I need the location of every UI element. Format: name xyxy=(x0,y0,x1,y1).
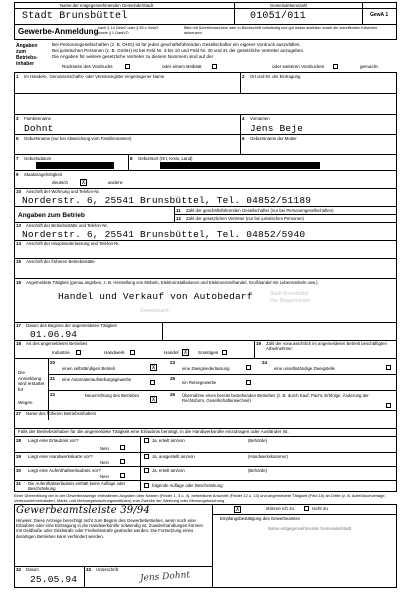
intro-gemacht: gemacht. xyxy=(360,64,379,69)
geburtsort-redacted xyxy=(160,162,320,169)
field-27-label: Name des früheren Betriebsinhabers xyxy=(26,411,97,416)
field-30-nein: Nein xyxy=(100,474,109,479)
zustimmung-checkbox[interactable]: X xyxy=(235,506,240,513)
selbstaendig-checkbox[interactable]: X xyxy=(151,364,156,371)
wohnung-value[interactable]: Norderstr. 6, 25541 Brunsbüttel, Tel. 04852/51189 xyxy=(22,195,312,206)
gemeinde-label: Name der entgegennehmenden Gemeinde/Stadt xyxy=(60,2,153,8)
field-32-label: Datum xyxy=(26,567,39,572)
field-5-label: Geburtsname (nur bei Abweichung vom Familiennamen) xyxy=(24,136,132,141)
field-4-label: Vornamen xyxy=(250,116,270,121)
aufenthalt-nein-checkbox[interactable] xyxy=(120,473,125,478)
intro-beiblatt: oder einem Beiblatt xyxy=(162,64,202,69)
vornamen-value[interactable]: Jens Beje xyxy=(250,123,304,134)
intro-line-2: Bei juristischen Personen (z. B. GmbH) ist bei Feld Nr. 3 bis 10 und Feld Nr. 30 und 31 der gesetzliche Vertreter anzugeben. xyxy=(52,48,305,53)
field-31-auflage: folgende Auflage oder Beschränkung: xyxy=(152,483,224,488)
gemeinde-value[interactable]: Stadt Brunsbüttel xyxy=(22,11,128,22)
field-1-label: Im Handels-, Genossenschafts- oder Vereinsregister eingetragener Name xyxy=(24,74,165,79)
field-30-behoerde: (Behörde) xyxy=(248,468,268,473)
disclosure-text: Einer Übermittlung der in der Gewerbeanzeige enthaltenen Angaben über Namen (Felder 1, 3 u. 4), betriebliche Anschrift (Felder 12 u. 13) und angemeldete Tätigkeit (Feld 15) an Dritte (z. B. Adreßbuchverlage, Verbraucherverbänden, Markt- und Meinungsforschungsinstituten) zum Zwecke der Werbung oder Meinungsforschung xyxy=(14,493,386,503)
erlaubnis-nein-checkbox[interactable] xyxy=(120,445,125,450)
zweigstelle-checkbox[interactable] xyxy=(386,365,391,370)
automaten-checkbox[interactable] xyxy=(150,380,155,385)
field-26-label: Übernahme eines bereits bestehenden Betriebes (z. B. durch Kauf, Pacht, Erbfolge, Änderung der Rechtsform, Gesellschafterwechsel) xyxy=(182,393,369,403)
intro-line-1: Bei Personengesellschaften (z. B. OHG) ist für jeden geschäftsführenden Gesellschafter ein eigener Vordruck auszufüllen. xyxy=(52,42,301,47)
neuerrichtung-checkbox[interactable]: X xyxy=(151,396,156,403)
field-3-label: Familienname xyxy=(24,116,51,121)
unterschrift-signature: Jens Dohnt xyxy=(139,570,191,584)
stamp-1: Stadt Brunsbüttel xyxy=(270,291,309,297)
field-22-label: Neuerrichtung des Betriebes xyxy=(84,393,140,398)
andere-label: andere: xyxy=(108,180,124,185)
weiterer-checkbox[interactable] xyxy=(333,64,338,69)
field-28-label: Liegt eine Erlaubnis vor? xyxy=(28,438,79,443)
taetigkeit-value[interactable]: Handel und Verkauf von Autobedarf xyxy=(58,291,253,302)
familienname-value[interactable]: Dohnt xyxy=(24,123,54,134)
handwerkskarte-ja-checkbox[interactable] xyxy=(144,454,149,459)
industrie-checkbox[interactable] xyxy=(76,350,81,355)
field-28-behoerde: (Behörde) xyxy=(248,438,268,443)
field-7-label: Geburtsdatum xyxy=(24,156,52,161)
handwerkskarte-nein-checkbox[interactable] xyxy=(120,459,125,464)
amt-signature-line: Gewerbeamtsleiste 39/94 xyxy=(16,505,151,516)
beginn-value[interactable]: 01.06.94 xyxy=(30,329,78,340)
form-title: Gewerbe-Anmeldung xyxy=(18,27,99,36)
field-28-ja: Ja, erteilt am/von xyxy=(152,438,185,443)
field-13-label: Anschrift der Betriebsstätte und Telefon-Nr. xyxy=(26,223,108,228)
field-8-label: Geburtsort (Ort, Kreis, Land) xyxy=(138,156,193,161)
field-29-ja: Ja, ausgestellt am/von xyxy=(152,454,195,459)
field-11-label: Zahl der geschäftsführenden Gesellschafter (nur bei Personengesellschaften) xyxy=(186,208,334,213)
field-31-label: Die Aufenthaltserlaubnis enthält keine Auflage oder Beschränkung xyxy=(28,481,126,491)
form-title-note: nach § 14 GewO oder § 55 c GewO sowie § 1 GastVO xyxy=(98,26,159,35)
betrieb-heading: Angaben zum Betrieb xyxy=(18,212,85,219)
stamp-3: Gewerbeamt xyxy=(140,308,169,314)
handwerk-checkbox[interactable] xyxy=(130,350,135,355)
intro-rueckseite: Rückseite des Vordrucks xyxy=(62,64,113,69)
field-10-label: Anschrift der Wohnung und Telefon-Nr. xyxy=(26,189,100,194)
anmeldung-label: Die Anmeldung wird erstattet für xyxy=(18,370,45,392)
form-id: GewA 1 xyxy=(370,12,389,18)
side-label-inhaber: Angaben zum Betriebs-inhaber xyxy=(16,43,38,67)
field-6-label: Geburtsname der Mutter xyxy=(250,136,297,141)
rueckseite-checkbox[interactable] xyxy=(125,64,130,69)
field-12-label: Zahl der gesetzlichen Vertreter (nur bei juristischen Personen) xyxy=(186,216,304,221)
sonstiges-checkbox[interactable] xyxy=(222,350,227,355)
field-16-label: Angemeldete Tätigkeit (genau angeben, z. B. Herstellung von Möbeln, Elektroinstallationen und Elektroeinzelhandel, Großhandel mit Lebensmitteln usw.) xyxy=(26,280,318,285)
deutsch-checkbox[interactable]: X xyxy=(81,179,86,186)
field-21-label: eine Automatenaufstellungsgewerbe xyxy=(62,377,132,382)
field-29-kammer: (Handwerkskammer) xyxy=(248,454,288,459)
handwerk-label: Handwerk xyxy=(104,350,125,355)
field-20-label: einen selbständigen Betrieb xyxy=(62,366,116,371)
aufenthalt-ja-checkbox[interactable] xyxy=(144,468,149,473)
beiblatt-checkbox[interactable] xyxy=(212,64,217,69)
geburtsdatum-redacted xyxy=(36,162,114,169)
sonstiges-label: Sonstiges xyxy=(198,350,219,355)
zweigniederlassung-checkbox[interactable] xyxy=(246,365,251,370)
intro-line-3: Die Angaben für weitere gesetzliche Vertreter zu diesem Nummern sind auf der xyxy=(52,54,214,59)
field-19-label: Zahl der voraussichtlich im angemeldeten Betrieb beschäftigten Arbeitnehmer: xyxy=(266,341,387,351)
field-15-label: Anschrift der früheren Betriebsstätte xyxy=(26,259,95,264)
field-33-label: Unterschrift xyxy=(96,567,118,572)
stamp-2: Der Bürgermeister xyxy=(270,298,311,304)
handel-label: Handel xyxy=(164,350,179,355)
industrie-label: Industrie xyxy=(52,350,70,355)
field-2-label: Ort und Nr. der Eintragung xyxy=(250,74,301,79)
field-30-ja: Ja, erteilt am/von xyxy=(152,468,185,473)
field-28-nein: Nein xyxy=(100,446,109,451)
kennzahl-label: Gemeindekennzahl xyxy=(270,2,308,8)
wegen-label: Wegen xyxy=(18,400,33,405)
field-24-label: eine unselbständige Zweigstelle xyxy=(274,366,335,371)
stimme-label: stimme ich zu xyxy=(266,506,295,511)
empfang-title: Empfangsbestätigung des Gewerbeamtes xyxy=(220,516,301,521)
field-14-label: Anschrift der Hauptniederlassung und Telefon-Nr. xyxy=(26,241,120,246)
form-instruction: Bitte mit Schreibmaschine oder in Blockschrift vollständig und gut lesbar ausfüllen sowie die zutreffenden Kästchen ankreuzen. xyxy=(184,26,378,35)
handel-checkbox[interactable]: X xyxy=(183,349,188,356)
field-17-label: Datum des Beginns der angemeldeten Tätigkeit xyxy=(26,323,117,328)
deutsch-label: deutsch xyxy=(52,180,69,185)
nicht-zu-checkbox[interactable] xyxy=(304,506,309,511)
erlaubnis-ja-checkbox[interactable] xyxy=(144,438,149,443)
uebernahme-checkbox[interactable] xyxy=(386,403,391,408)
intro-weiterer: oder weiteren Vordrucken xyxy=(272,64,325,69)
field-29-label: Liegt eine Handwerkskarte vor? xyxy=(28,454,93,459)
hinweis-text: Hinweis: Diese Anzeige berechtigt nicht zum Beginn des Gewerbebetriebes, wenn noch eine Erlaubnis oder eine Eintragung in die Handwerksrolle notwendig ist. Zuwiderhandlungen können mit Geldbuße oder Geldstrafe oder Freiheitsstrafe geahndet werden. Die Fortsetzung eines derartigen Betriebes kann verhindert werden. xyxy=(16,518,203,539)
stempel-label: Name entgegennehmende Gemeinde/Stadt xyxy=(268,526,352,531)
field-30-label: Liegt eine Aufenthaltserlaubnis vor? xyxy=(28,468,101,473)
reisegewerbe-checkbox[interactable] xyxy=(246,380,251,385)
auflage-ja-checkbox[interactable] xyxy=(144,483,149,488)
erlaubnis-intro: Falls der Betriebsinhaber für die angemeldete Tätigkeit eine Erlaubnis benötigt, in die Handwerksrolle einzutragen oder Ausländer ist: xyxy=(18,429,289,434)
betriebsstaette-value[interactable]: Norderstr. 6, 25541 Brunsbüttel, Tel. 04852/5940 xyxy=(22,229,306,240)
nicht-label: nicht zu xyxy=(312,506,328,511)
field-29-nein: Nein xyxy=(100,460,109,465)
kennzahl-value[interactable]: 01051/011 xyxy=(250,11,306,22)
field-25-label: ein Reisegewerbe xyxy=(182,380,217,385)
field-18-label: Art des angemeldeten Betriebes xyxy=(26,341,88,346)
field-9-label: Staatsangehörigkeit xyxy=(24,172,62,177)
datum-value[interactable]: 25.05.94 xyxy=(30,574,78,585)
field-23-label: eine Zweigniederlassung xyxy=(182,366,230,371)
